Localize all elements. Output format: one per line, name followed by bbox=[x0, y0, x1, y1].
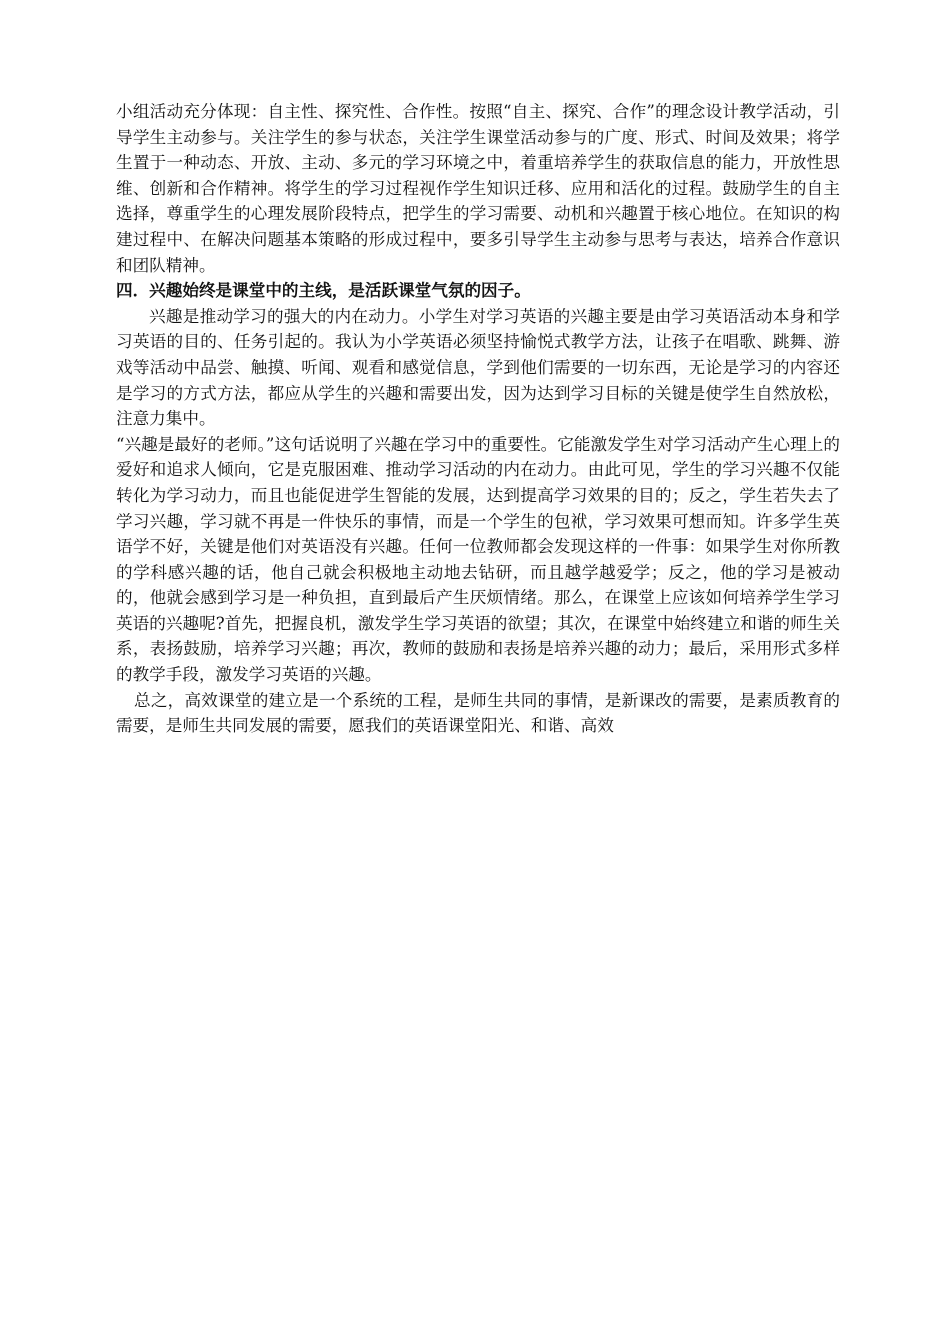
paragraph-interest-motivation: 兴趣是推动学习的强大的内在动力。小学生对学习英语的兴趣主要是由学习英语活动本身和学习英语的目的、任务引起的。我认为小学英语必须坚持愉悦式教学方法，让孩子在唱歌、跳舞、游戏等活动中品尝、触摸、听闻、观看和感觉信息，学到他们需要的一切东西，无论是学习的内容还是学习的方式方法，都应从学生的兴趣和需要出发，因为达到学习目标的关键是使学生自然放松，注意力集中。 bbox=[116, 306, 840, 429]
paragraph-group-activity: 小组活动充分体现：自主性、探究性、合作性。按照“自主、探究、合作”的理念设计教学活动，引导学生主动参与。关注学生的参与状态，关注学生课堂活动参与的广度、形式、时间及效果；将学生置于一种动态、开放、主动、多元的学习环境之中，着重培养学生的获取信息的能力，开放性思维、创新和合作精神。将学生的学习过程视作学生知识迁移、应用和活化的过程。鼓励学生的自主选择，尊重学生的心理发展阶段特点，把学生的学习需要、动机和兴趣置于核心地位。在知识的构建过程中、在解决问题基本策略的形成过程中，要多引导学生主动参与思考与表达，培养合作意识和团队精神。 bbox=[116, 102, 840, 275]
section-heading-four: 四．兴趣始终是课堂中的主线，是活跃课堂气氛的因子。 bbox=[116, 280, 531, 301]
document-body bbox=[116, 99, 840, 739]
paragraph-conclusion: 总之，高效课堂的建立是一个系统的工程，是师生共同的事情，是新课改的需要，是素质教育的需要，是师生共同发展的需要，愿我们的英语课堂阳光、和谐、高效 bbox=[116, 690, 840, 736]
paragraph-interest-teacher: “兴趣是最好的老师。”这句话说明了兴趣在学习中的重要性。它能激发学生对学习活动产生心理上的爱好和追求人倾向，它是克服困难、推动学习活动的内在动力。由此可见，学生的学习兴趣不仅能转化为学习动力，而且也能促进学生智能的发展，达到提高学习效果的目的；反之，学生若失去了学习兴趣，学习就不再是一件快乐的事情，而是一个学生的包袱，学习效果可想而知。许多学生英语学不好，关键是他们对英语没有兴趣。任何一位教师都会发现这样的一件事：如果学生对你所教的学科感兴趣的话，他自己就会积极地主动地去钻研，而且越学越爱学；反之，他的学习是被动的，他就会感到学习是一种负担，直到最后产生厌烦情绪。那么，在课堂上应该如何培养学生学习英语的兴趣呢?首先，把握良机，激发学生学习英语的欲望；其次，在课堂中始终建立和谐的师生关系，表扬鼓励，培养学习兴趣；再次，教师的鼓励和表扬是培养兴趣的动力；最后，采用形式多样的教学手段，激发学习英语的兴趣。 bbox=[116, 434, 840, 685]
